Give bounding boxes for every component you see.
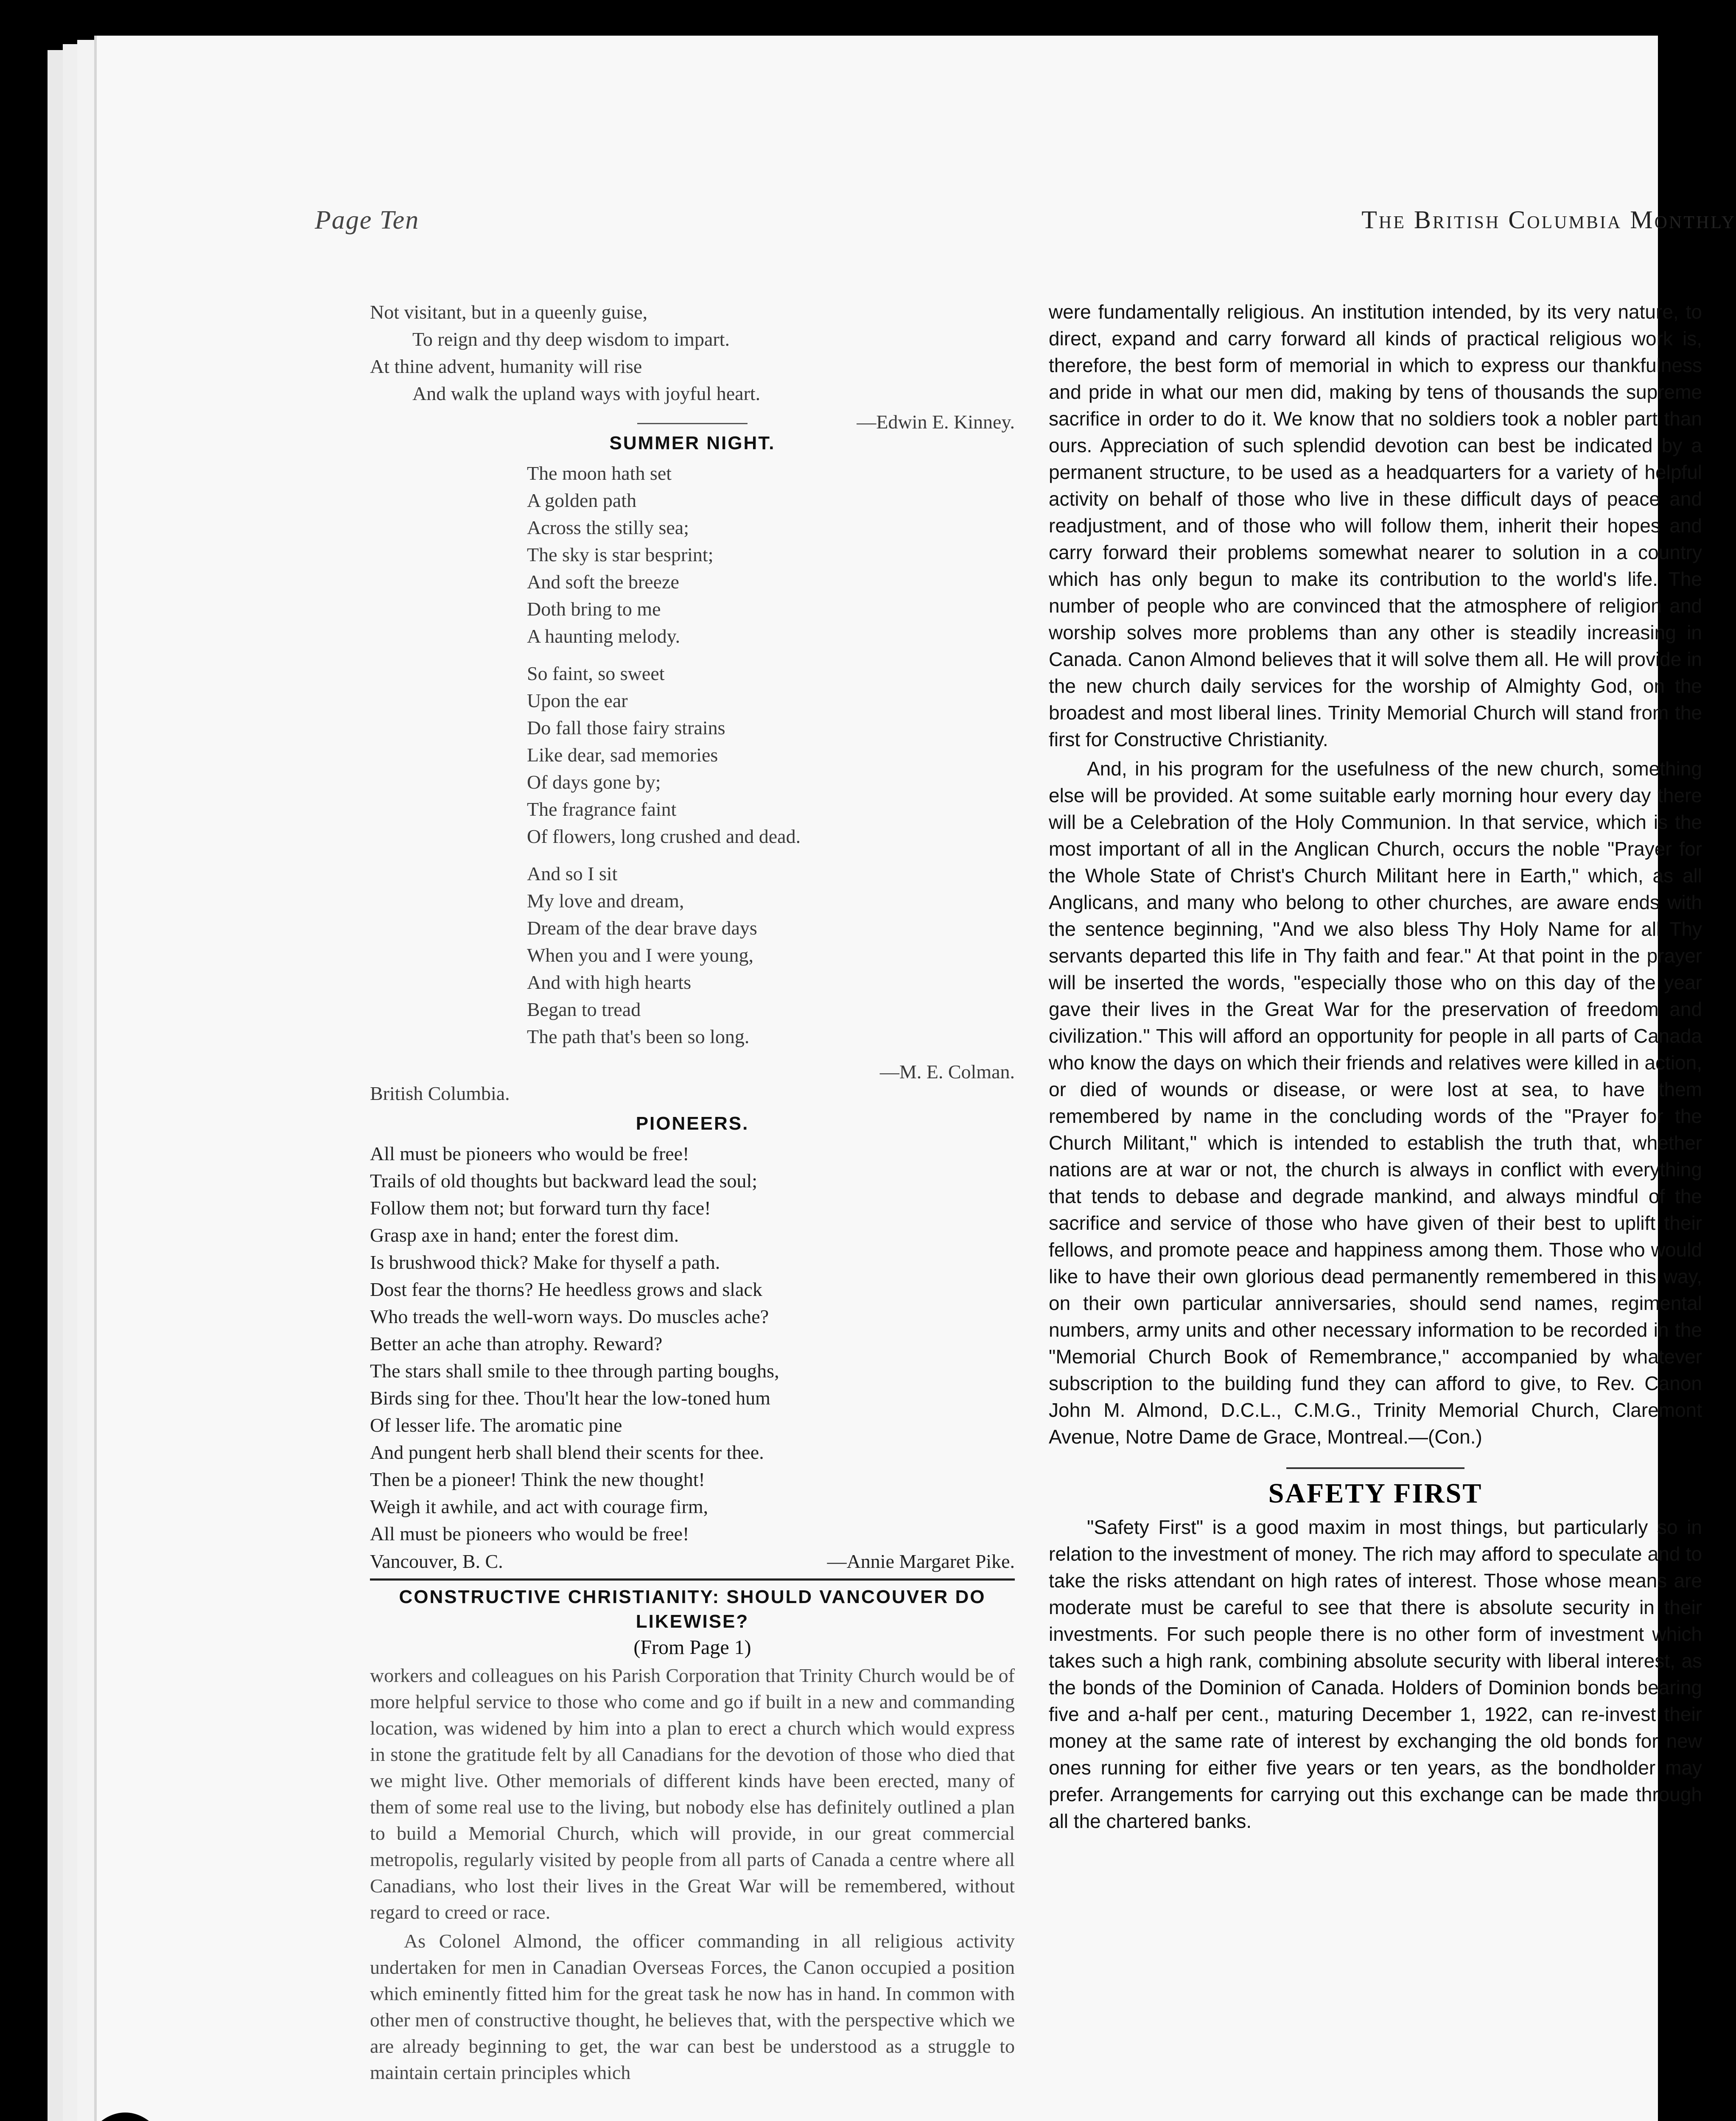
verse-line: The sky is star besprint;	[527, 544, 714, 565]
paragraph: And, in his program for the usefulness of the new church, something else will be provided. At some suitable early morning hour every day there will be a Celebration of the Holy Communion. In that service, which is the most important of all in the Anglican Church, occurs the noble "Prayer for the Whole State of Christ's Church Militant here in Earth," which, as all Anglicans, and many who belong to other churches, are aware ends with the sentence beginning, "And we also bless Thy Holy Name for all Thy servants departed this life in Thy faith and fear." At that point in the prayer will be inserted the words, "especially those who on this day of the year gave their lives in the Great War for the preservation of freedom and civilization." This will afford an opportunity for people in all parts of Canada who know the days on which their friends and relatives were killed in action, or died of wounds or disease, or were lost at sea, to have them remembered by name in the concluding words of the "Prayer for the Church Militant," which is intended to establish the truth that, whether nations are at war or not, the church is always in conflict with everything that tends to debase and degrade mankind, and always mindful of the sacrifice and service of those who have given of their best to uplift their fellows, and promote peace and happiness among them. Those who would like to have their own glorious dead permanently remembered in this way, on their own particular anniversaries, should send names, regimental numbers, army units and other necessary information to be recorded in the "Memorial Church Book of Remembrance," accompanied by whatever subscription to the building fund they can afford to give, to Rev. Canon John M. Almond, D.C.L., C.M.G., Trinity Memorial Church, Claremont Avenue, Notre Dame de Grace, Montreal.—(Con.)	[1049, 758, 1702, 1448]
verse-line: The moon hath set	[527, 462, 672, 484]
verse-line: Of flowers, long crushed and dead.	[527, 825, 801, 847]
verse-line: Is brushwood thick? Make for thyself a path.	[370, 1251, 720, 1273]
stanza	[527, 860, 1015, 1050]
verse-line: At thine advent, humanity will rise	[370, 355, 642, 377]
paragraph: As Colonel Almond, the officer commanding in all religious activity undertaken for men in Canadian Overseas Forces, the Canon occupied a position which eminently fitted him for the great task he now has in hand. In common with other men of constructive thought, he believes that, with the perspective which we are already beginning to get, the war can best be understood as a struggle to maintain certain principles which	[370, 1930, 1015, 2083]
verse-line: To reign and thy deep wisdom to impart.	[412, 328, 730, 350]
verse-line: All must be pioneers who would be free!	[370, 1523, 689, 1545]
verse-line: Dream of the dear brave days	[527, 917, 757, 939]
verse-line: A haunting melody.	[527, 625, 680, 647]
verse-line: Do fall those fairy strains	[527, 717, 725, 739]
verse-line: Began to tread	[527, 999, 641, 1020]
article-divider	[370, 1578, 1015, 1581]
article-body	[370, 1662, 1015, 2086]
article-headline: SAFETY FIRST	[1268, 1478, 1483, 1509]
stanza	[527, 660, 1015, 850]
verse-line: Across the stilly sea;	[527, 517, 689, 538]
divider-rule	[1286, 1467, 1464, 1469]
poem-title: SUMMER NIGHT.	[609, 433, 776, 453]
continued-from: (From Page 1)	[633, 1636, 751, 1659]
poem-body	[370, 460, 1015, 1050]
article-constructive-christianity	[370, 1585, 1015, 2086]
stanza	[527, 460, 1015, 650]
verse-line: Grasp axe in hand; enter the forest dim.	[370, 1224, 679, 1246]
magazine-page	[94, 36, 1736, 2121]
verse-line: Of lesser life. The aromatic pine	[370, 1414, 622, 1436]
journal-title: The British Columbia Monthly	[1361, 206, 1736, 234]
verse-line: The stars shall smile to thee through parting boughs,	[370, 1360, 779, 1382]
page-folio: Page Ten	[315, 206, 420, 235]
running-head	[315, 205, 1736, 252]
article-safety-first	[1049, 1477, 1702, 1835]
verse-line: My love and dream,	[527, 890, 684, 912]
verse-line: And soft the breeze	[527, 571, 679, 593]
verse-line: Upon the ear	[527, 690, 628, 711]
poem-place: Vancouver, B. C.	[370, 1550, 503, 1572]
verse-line: When you and I were young,	[527, 944, 753, 966]
paragraph: workers and colleagues on his Parish Corporation that Trinity Church would be of more helpful service to those who come and go if built in a new and commanding location, was widened by him into a plan to erect a church which would express in stone the gratitude felt by all Canadians for the devotion of those who died that we might live. Other memorials of different kinds have been erected, many of them of some real use to the living, but nobody else has definitely outlined a plan to build a Memorial Church, which will provide, in our great commercial metropolis, regularly visited by people from all parts of Canada a centre where all Canadians, who lost their lives in the Great War will be remembered, without regard to creed or race.	[370, 1665, 1015, 1923]
poem-summer-night	[370, 433, 1015, 1105]
paragraph: "Safety First" is a good maxim in most things, but particularly so in relation to the investment of money. The rich may afford to speculate and to take the risks attendant on high rates of interest. Those whose means are moderate must be careful to see that there is absolute security in their investments. For such people there is no other form of investment which takes such a high rank, combining absolute security with liberal interest, as the bonds of the Dominion of Canada. Holders of Dominion bonds bearing five and a-half per cent., maturing December 1, 1922, can re-invest their money at the same rate of interest by exchanging the old bonds for new ones running for either five years or ten years, as the bondholder may prefer. Arrangements for carrying out this exchange can be made through all the chartered banks.	[1049, 1516, 1702, 1832]
verse-line: And with high hearts	[527, 971, 692, 993]
verse-line: The fragrance faint	[527, 798, 677, 820]
verse-line: Better an ache than atrophy. Reward?	[370, 1333, 663, 1354]
verse-line: Dost fear the thorns? He heedless grows and slack	[370, 1279, 762, 1300]
poem-author: —Edwin E. Kinney.	[857, 411, 1015, 433]
verse-line: Doth bring to me	[527, 598, 661, 620]
divider-rule	[637, 423, 748, 424]
verse-line: And pungent herb shall blend their scents for thee.	[370, 1441, 764, 1463]
verse-line: And so I sit	[527, 863, 618, 884]
page-gutter-shadow	[94, 36, 97, 2121]
verse-line: And walk the upland ways with joyful heart.	[412, 383, 761, 404]
verse-line: Who treads the well-worn ways. Do muscles ache?	[370, 1306, 769, 1327]
poem-pioneers	[370, 1113, 1015, 1573]
article-body	[1049, 1514, 1702, 1835]
verse-line: Follow them not; but forward turn thy face!	[370, 1197, 711, 1219]
paragraph: were fundamentally religious. An institution intended, by its very nature, to direct, expand and carry forward all kinds of practical religious work is, therefore, the best form of memorial in which to express our thankfulness and pride in what our men did, making by tens of thousands the supreme sacrifice in order to do it. We know that no soldiers took a nobler part than ours. Appreciation of such splendid devotion can best be indicated by a permanent structure, to be used as a headquarters for a variety of helpful activity on behalf of those who live in these difficult days of peace and readjustment, and of those who will follow them, inherit their hopes and carry forward their problems somewhat nearer to solution in a country which has only begun to make its contribution to the world's life. The number of people who are convinced that the atmosphere of religion and worship solves more problems than any other is steadily increasing in Canada. Canon Almond believes that it will solve them all. He will provide in the new church daily services for the worship of Almighty God, on the broadest and most liberal lines. Trinity Memorial Church will stand from the first for Constructive Christianity.	[1049, 301, 1702, 750]
article-continuation	[1049, 299, 1702, 1450]
poem-place: British Columbia.	[370, 1083, 510, 1104]
verse-line: Birds sing for thee. Thou'lt hear the low-toned hum	[370, 1387, 770, 1409]
verse-line: Not visitant, but in a queenly guise,	[370, 301, 648, 323]
verse-line: Weigh it awhile, and act with courage firm,	[370, 1496, 708, 1517]
verse-line: Like dear, sad memories	[527, 744, 718, 766]
poem-fragment	[370, 299, 1015, 407]
verse-line: The path that's been so long.	[527, 1026, 750, 1047]
verse-line: Of days gone by;	[527, 771, 661, 793]
verse-line: Trails of old thoughts but backward lead the soul;	[370, 1170, 758, 1192]
poem-author: —Annie Margaret Pike.	[827, 1550, 1015, 1572]
article-headline: CONSTRUCTIVE CHRISTIANITY: SHOULD VANCOUVER DO LIKEWISE?	[399, 1587, 986, 1632]
right-column	[1049, 299, 1702, 1835]
verse-line: A golden path	[527, 490, 637, 511]
poem-signoff	[370, 1550, 1015, 1573]
poem-author: —M. E. Colman.	[879, 1061, 1015, 1083]
left-column	[370, 299, 1015, 2086]
verse-line: Then be a pioneer! Think the new thought!	[370, 1469, 705, 1490]
verse-line: So faint, so sweet	[527, 663, 665, 684]
verse-line: All must be pioneers who would be free!	[370, 1143, 689, 1164]
poem-title: PIONEERS.	[636, 1113, 749, 1134]
poem-body	[370, 1140, 1015, 1547]
